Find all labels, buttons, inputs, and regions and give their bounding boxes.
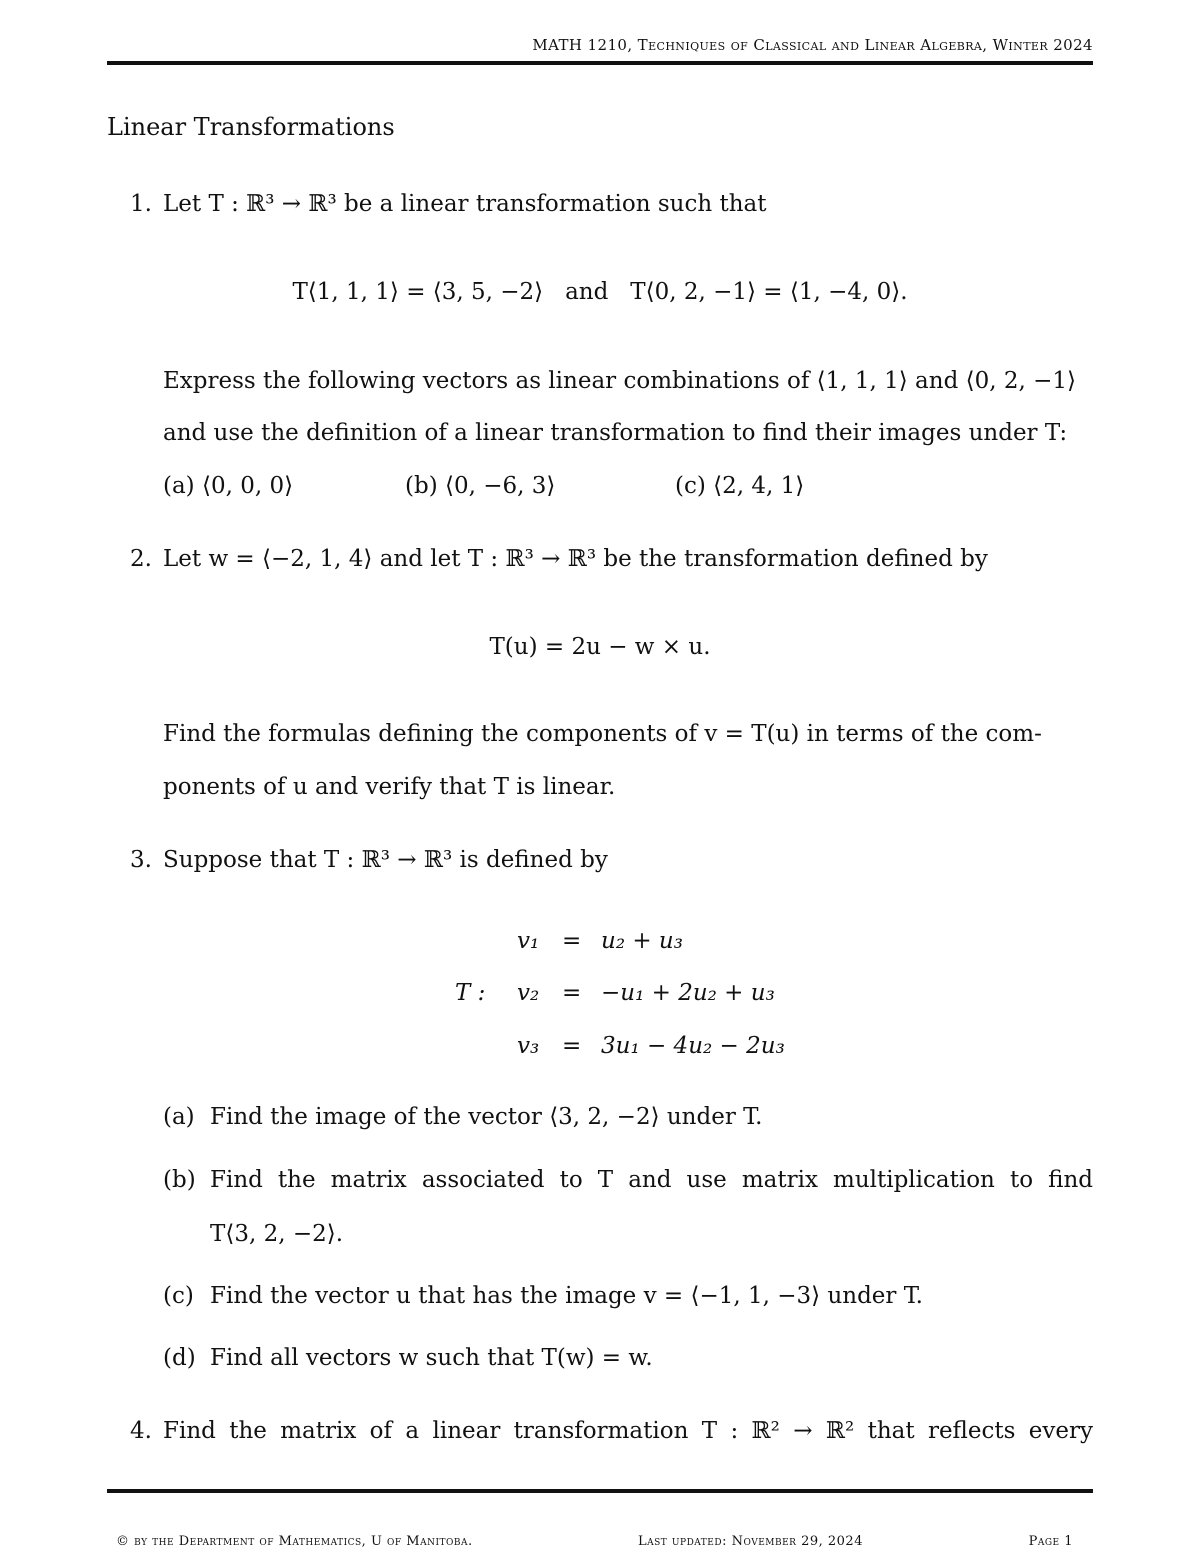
problem-2-number: 2.: [130, 546, 152, 572]
problem-1-text-line2: and use the definition of a linear transformation to find their images under T:: [163, 420, 1068, 446]
footer-rule: [107, 1489, 1093, 1493]
problem-3-label-a: (a): [163, 1104, 195, 1130]
system-eq1-rhs: u₂ + u₃: [601, 928, 683, 954]
problem-1-part-a: (a) ⟨0, 0, 0⟩: [163, 473, 294, 499]
problem-3-part-d: Find all vectors w such that T(w) = w.: [210, 1345, 653, 1371]
problem-3-label-d: (d): [163, 1345, 196, 1371]
system-eq2-rhs: −u₁ + 2u₂ + u₃: [601, 980, 775, 1006]
problem-2-text-line2: ponents of u and verify that T is linear.: [163, 774, 616, 800]
problem-1-equation: T⟨1, 1, 1⟩ = ⟨3, 5, −2⟩ and T⟨0, 2, −1⟩ = ⟨1, −4, 0⟩.: [292, 279, 908, 305]
system-eq1-equals: =: [562, 928, 582, 954]
problem-1-text-line1: Express the following vectors as linear combinations of ⟨1, 1, 1⟩ and ⟨0, 2, −1⟩: [163, 368, 1076, 394]
problem-2-equation: T(u) = 2u − w × u.: [489, 634, 711, 660]
problem-1-part-c: (c) ⟨2, 4, 1⟩: [675, 473, 805, 499]
system-eq3-equals: =: [562, 1033, 582, 1059]
problem-4-intro: Find the matrix of a linear transformation T : ℝ² → ℝ² that reflects every: [163, 1418, 1093, 1444]
problem-2-text-line1: Find the formulas defining the components of v = T(u) in terms of the com-: [163, 721, 1042, 747]
problem-3-part-b-line2: T⟨3, 2, −2⟩.: [210, 1221, 344, 1247]
page-header: MATH 1210, Techniques of Classical and Linear Algebra, Winter 2024: [532, 36, 1093, 54]
header-rule: [107, 61, 1093, 65]
problem-3-part-b-line1: Find the matrix associated to T and use matrix multiplication to find: [210, 1167, 1093, 1193]
system-eq3-rhs: 3u₁ − 4u₂ − 2u₃: [601, 1033, 785, 1059]
problem-3-part-c: Find the vector u that has the image v = ⟨−1, 1, −3⟩ under T.: [210, 1283, 923, 1309]
problem-3-part-a: Find the image of the vector ⟨3, 2, −2⟩ under T.: [210, 1104, 763, 1130]
problem-4-number: 4.: [130, 1418, 152, 1444]
problem-3-label-b: (b): [163, 1167, 196, 1193]
problem-1-part-b: (b) ⟨0, −6, 3⟩: [405, 473, 556, 499]
system-eq2-equals: =: [562, 980, 582, 1006]
footer-copyright: © by the Department of Mathematics, U of Manitoba.: [116, 1534, 473, 1549]
problem-1-intro: Let T : ℝ³ → ℝ³ be a linear transformation such that: [163, 191, 767, 217]
system-eq3-lhs: v₃: [517, 1033, 540, 1059]
footer-updated: Last updated: November 29, 2024: [638, 1534, 863, 1549]
system-eq2-lhs: v₂: [517, 980, 540, 1006]
footer-page-number: Page 1: [1028, 1534, 1073, 1549]
system-eq1-lhs: v₁: [517, 928, 540, 954]
problem-1-number: 1.: [130, 191, 152, 217]
problem-2-intro: Let w = ⟨−2, 1, 4⟩ and let T : ℝ³ → ℝ³ be the transformation defined by: [163, 546, 988, 572]
system-label: T :: [455, 980, 486, 1006]
problem-3-label-c: (c): [163, 1283, 194, 1309]
problem-3-intro: Suppose that T : ℝ³ → ℝ³ is defined by: [163, 847, 608, 873]
section-title: Linear Transformations: [107, 113, 395, 141]
problem-3-number: 3.: [130, 847, 152, 873]
